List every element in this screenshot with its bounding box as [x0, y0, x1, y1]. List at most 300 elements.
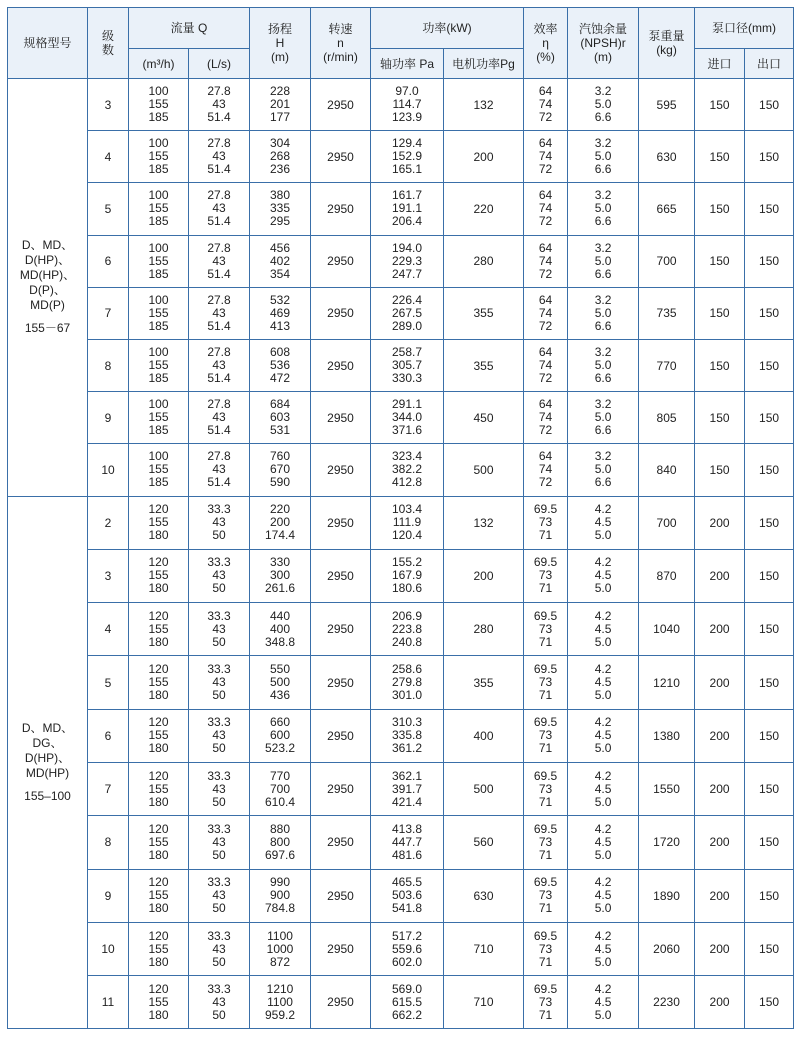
shaft-power-cell	[371, 183, 444, 235]
inlet-cell: 150	[695, 444, 745, 496]
npsh-cell-value: 5.0	[594, 688, 612, 703]
model-gap	[8, 781, 87, 789]
speed-cell: 2950	[311, 922, 371, 975]
flow-m3-cell-value: 155	[148, 568, 169, 583]
npsh-cell-value: 5.0	[594, 201, 612, 216]
flow-m3-cell	[129, 79, 189, 131]
head-cell-value: 700	[270, 781, 291, 796]
motor-power-cell: 132	[444, 496, 524, 549]
head-cell-value: 990	[270, 875, 291, 890]
flow-ls-cell-value: 43	[212, 253, 226, 268]
shaft-power-cell-value: 97.0	[395, 84, 419, 99]
shaft-power-cell-value: 362.1	[392, 768, 423, 783]
npsh-cell-value: 5.0	[594, 149, 612, 164]
npsh-cell-value: 4.2	[594, 555, 612, 570]
flow-m3-cell-value: 185	[148, 162, 169, 177]
flow-m3-cell	[129, 976, 189, 1029]
motor-power-cell: 560	[444, 816, 524, 869]
header-head-title: 扬程	[268, 22, 293, 36]
npsh-cell	[568, 235, 639, 287]
shaft-power-cell	[371, 603, 444, 656]
npsh-cell-value: 6.6	[594, 318, 612, 333]
table-row	[8, 444, 794, 496]
npsh-cell-value: 6.6	[594, 371, 612, 386]
npsh-cell-value: 5.0	[594, 901, 612, 916]
efficiency-cell-value: 71	[538, 528, 553, 543]
efficiency-cell-value: 71	[538, 581, 553, 596]
flow-m3-cell	[129, 816, 189, 869]
flow-ls-cell-value: 51.4	[207, 371, 231, 386]
inlet-cell: 200	[695, 549, 745, 602]
head-cell-value: 959.2	[265, 1007, 296, 1022]
flow-ls-cell-value: 33.3	[207, 981, 231, 996]
shaft-power-cell-value: 662.2	[392, 1007, 423, 1022]
npsh-cell-value: 6.6	[594, 423, 612, 438]
header-head-unit: (m)	[271, 50, 290, 64]
header-eff-unit: (%)	[536, 50, 555, 64]
table-row	[8, 496, 794, 549]
efficiency-cell-value: 64	[538, 136, 553, 151]
npsh-cell-value: 4.2	[594, 875, 612, 890]
flow-ls-cell	[189, 131, 250, 183]
header-weight	[639, 8, 695, 79]
flow-ls-cell-value: 33.3	[207, 608, 231, 623]
npsh-cell-value: 3.2	[594, 397, 612, 412]
head-cell-value: 472	[270, 371, 291, 386]
npsh-cell-value: 5.0	[594, 794, 612, 809]
outlet-cell: 150	[745, 131, 794, 183]
head-cell-value: 354	[270, 266, 291, 281]
model-cell	[8, 496, 88, 1029]
efficiency-cell	[524, 603, 568, 656]
header-head-symbol: H	[275, 36, 285, 50]
efficiency-cell-value: 71	[538, 741, 553, 756]
motor-power-cell: 500	[444, 762, 524, 815]
efficiency-cell-value: 72	[538, 475, 553, 490]
head-cell-value: 760	[270, 449, 291, 464]
flow-m3-cell-value: 100	[148, 292, 169, 307]
shaft-power-cell-value: 413.8	[392, 821, 423, 836]
npsh-cell-value: 3.2	[594, 345, 612, 360]
shaft-power-cell-value: 569.0	[392, 981, 423, 996]
flow-ls-cell-value: 43	[212, 941, 226, 956]
flow-ls-cell	[189, 79, 250, 131]
header-efficiency	[524, 8, 568, 79]
efficiency-cell-value: 74	[538, 149, 553, 164]
shaft-power-cell	[371, 79, 444, 131]
model-line: D(HP)、	[24, 750, 71, 765]
flow-m3-cell-value: 155	[148, 97, 169, 112]
flow-m3-cell-value: 180	[148, 741, 169, 756]
stage-cell: 8	[88, 816, 129, 869]
head-cell-value: 550	[270, 662, 291, 677]
table-row	[8, 287, 794, 339]
head-cell-value: 600	[270, 728, 291, 743]
flow-ls-cell-value: 50	[212, 528, 226, 543]
flow-m3-cell-value: 180	[148, 634, 169, 649]
npsh-cell	[568, 339, 639, 391]
npsh-cell-value: 4.5	[594, 675, 612, 690]
flow-ls-cell	[189, 235, 250, 287]
flow-m3-cell-value: 155	[148, 149, 169, 164]
stage-cell: 9	[88, 869, 129, 922]
flow-m3-cell-value: 155	[148, 675, 169, 690]
shaft-power-cell-value: 240.8	[392, 634, 423, 649]
efficiency-cell	[524, 131, 568, 183]
npsh-cell-value: 5.0	[594, 581, 612, 596]
header-flow: 流量 Q	[129, 8, 250, 49]
efficiency-cell-value: 73	[538, 728, 553, 743]
npsh-cell	[568, 79, 639, 131]
flow-m3-cell-value: 120	[148, 715, 169, 730]
efficiency-cell-value: 71	[538, 688, 553, 703]
npsh-cell-value: 6.6	[594, 110, 612, 125]
outlet-cell: 150	[745, 549, 794, 602]
flow-ls-cell-value: 27.8	[207, 136, 231, 151]
efficiency-cell-value: 74	[538, 201, 553, 216]
flow-ls-cell	[189, 762, 250, 815]
shaft-power-cell-value: 291.1	[392, 397, 423, 412]
flow-m3-cell	[129, 762, 189, 815]
model-line: D、MD、	[21, 238, 74, 253]
npsh-cell	[568, 762, 639, 815]
flow-ls-cell-value: 50	[212, 901, 226, 916]
npsh-cell-value: 4.2	[594, 981, 612, 996]
shaft-power-cell-value: 180.6	[392, 581, 423, 596]
head-cell-value: 536	[270, 358, 291, 373]
efficiency-cell-value: 74	[538, 253, 553, 268]
shaft-power-cell-value: 602.0	[392, 954, 423, 969]
npsh-cell-value: 5.0	[594, 954, 612, 969]
head-cell-value: 200	[270, 515, 291, 530]
npsh-cell-value: 5.0	[594, 847, 612, 862]
shaft-power-cell	[371, 816, 444, 869]
speed-cell: 2950	[311, 603, 371, 656]
flow-m3-cell-value: 120	[148, 821, 169, 836]
flow-m3-cell-value: 100	[148, 345, 169, 360]
stage-cell: 3	[88, 79, 129, 131]
efficiency-cell	[524, 976, 568, 1029]
flow-ls-cell-value: 27.8	[207, 84, 231, 99]
npsh-cell-value: 3.2	[594, 188, 612, 203]
flow-m3-cell-value: 155	[148, 621, 169, 636]
outlet-cell: 150	[745, 762, 794, 815]
shaft-power-cell-value: 129.4	[392, 136, 423, 151]
head-cell-value: 770	[270, 768, 291, 783]
flow-ls-cell-value: 51.4	[207, 266, 231, 281]
model-line: D(HP)、	[24, 253, 71, 268]
efficiency-cell-value: 69.5	[533, 662, 558, 677]
flow-ls-cell-value: 50	[212, 581, 226, 596]
flow-ls-cell-value: 50	[212, 847, 226, 862]
flow-ls-cell	[189, 496, 250, 549]
flow-ls-cell-value: 43	[212, 994, 226, 1009]
efficiency-cell-value: 73	[538, 888, 553, 903]
head-cell-value: 469	[270, 305, 291, 320]
flow-ls-cell	[189, 183, 250, 235]
head-cell-value: 603	[270, 410, 291, 425]
shaft-power-cell-value: 258.6	[392, 662, 423, 677]
head-cell-value: 456	[270, 240, 291, 255]
motor-power-cell: 280	[444, 603, 524, 656]
stage-cell: 2	[88, 496, 129, 549]
weight-cell: 2230	[639, 976, 695, 1029]
header-model: 规格型号	[8, 8, 88, 79]
shaft-power-cell-value: 503.6	[392, 888, 423, 903]
weight-cell: 1380	[639, 709, 695, 762]
table-body	[8, 79, 794, 1029]
flow-ls-cell	[189, 656, 250, 709]
efficiency-cell-value: 73	[538, 515, 553, 530]
weight-cell: 805	[639, 392, 695, 444]
efficiency-cell	[524, 339, 568, 391]
stage-cell: 6	[88, 235, 129, 287]
inlet-cell: 200	[695, 762, 745, 815]
head-cell-value: 610.4	[265, 794, 296, 809]
speed-cell: 2950	[311, 287, 371, 339]
flow-m3-cell	[129, 339, 189, 391]
table-row	[8, 603, 794, 656]
head-cell-value: 335	[270, 201, 291, 216]
table-row	[8, 183, 794, 235]
header-stages	[88, 8, 129, 79]
npsh-cell-value: 6.6	[594, 162, 612, 177]
shaft-power-cell-value: 517.2	[392, 928, 423, 943]
header-eff-title: 效率	[533, 22, 558, 36]
header-shaft-power: 轴功率 Pa	[371, 49, 444, 79]
shaft-power-cell-value: 361.2	[392, 741, 423, 756]
speed-cell: 2950	[311, 656, 371, 709]
npsh-cell	[568, 549, 639, 602]
weight-cell: 870	[639, 549, 695, 602]
stage-cell: 4	[88, 603, 129, 656]
npsh-cell-value: 4.2	[594, 821, 612, 836]
npsh-cell-value: 5.0	[594, 97, 612, 112]
head-cell-value: 784.8	[265, 901, 296, 916]
flow-m3-cell-value: 180	[148, 847, 169, 862]
shaft-power-cell	[371, 869, 444, 922]
efficiency-cell	[524, 549, 568, 602]
flow-ls-cell-value: 33.3	[207, 928, 231, 943]
shaft-power-cell	[371, 444, 444, 496]
shaft-power-cell-value: 114.7	[392, 97, 422, 112]
shaft-power-cell-value: 412.8	[392, 475, 423, 490]
shaft-power-cell	[371, 922, 444, 975]
motor-power-cell: 500	[444, 444, 524, 496]
npsh-cell	[568, 183, 639, 235]
flow-ls-cell	[189, 339, 250, 391]
stage-cell: 5	[88, 656, 129, 709]
flow-m3-cell-value: 155	[148, 515, 169, 530]
inlet-cell: 200	[695, 709, 745, 762]
efficiency-cell-value: 74	[538, 410, 553, 425]
head-cell-value: 800	[270, 834, 291, 849]
inlet-cell: 150	[695, 392, 745, 444]
head-cell-value: 684	[270, 397, 291, 412]
flow-ls-cell-value: 27.8	[207, 188, 231, 203]
efficiency-cell-value: 69.5	[533, 608, 558, 623]
flow-ls-cell-value: 27.8	[207, 345, 231, 360]
head-cell	[250, 656, 311, 709]
header-speed	[311, 8, 371, 79]
efficiency-cell	[524, 816, 568, 869]
head-cell	[250, 183, 311, 235]
shaft-power-cell-value: 301.0	[392, 688, 423, 703]
weight-cell: 1550	[639, 762, 695, 815]
npsh-cell-value: 5.0	[594, 253, 612, 268]
shaft-power-cell-value: 223.8	[392, 621, 423, 636]
outlet-cell: 150	[745, 976, 794, 1029]
header-outlet: 出口	[745, 49, 794, 79]
head-cell	[250, 922, 311, 975]
flow-ls-cell	[189, 603, 250, 656]
table-header	[8, 8, 794, 79]
flow-ls-cell	[189, 869, 250, 922]
weight-cell: 735	[639, 287, 695, 339]
header-head	[250, 8, 311, 79]
flow-m3-cell-value: 185	[148, 371, 169, 386]
flow-m3-cell-value: 155	[148, 781, 169, 796]
flow-m3-cell-value: 155	[148, 253, 169, 268]
model-gap	[8, 313, 87, 321]
efficiency-cell-value: 64	[538, 84, 553, 99]
npsh-cell-value: 3.2	[594, 136, 612, 151]
head-cell-value: 330	[270, 555, 291, 570]
speed-cell: 2950	[311, 235, 371, 287]
outlet-cell: 150	[745, 235, 794, 287]
npsh-cell-value: 4.2	[594, 502, 612, 517]
header-flow-m3: (m³/h)	[129, 49, 189, 79]
shaft-power-cell	[371, 496, 444, 549]
outlet-cell: 150	[745, 496, 794, 549]
npsh-cell-value: 3.2	[594, 240, 612, 255]
head-cell-value: 670	[270, 462, 291, 477]
flow-ls-cell-value: 50	[212, 1007, 226, 1022]
table-row	[8, 131, 794, 183]
head-cell-value: 436	[270, 688, 291, 703]
flow-m3-cell-value: 155	[148, 410, 169, 425]
head-cell-value: 1210	[266, 981, 294, 996]
motor-power-cell: 710	[444, 976, 524, 1029]
table-row	[8, 762, 794, 815]
flow-m3-cell-value: 180	[148, 1007, 169, 1022]
npsh-cell-value: 4.2	[594, 715, 612, 730]
flow-ls-cell-value: 43	[212, 97, 226, 112]
shaft-power-cell	[371, 656, 444, 709]
pump-spec-table	[7, 7, 794, 1029]
head-cell-value: 400	[270, 621, 291, 636]
shaft-power-cell-value: 229.3	[392, 253, 423, 268]
flow-ls-cell-value: 33.3	[207, 715, 231, 730]
model-line: MD(HP)	[25, 765, 70, 780]
head-cell	[250, 603, 311, 656]
table-row	[8, 869, 794, 922]
speed-cell: 2950	[311, 339, 371, 391]
head-cell-value: 872	[270, 954, 291, 969]
outlet-cell: 150	[745, 709, 794, 762]
flow-m3-cell-value: 100	[148, 397, 169, 412]
head-cell-value: 900	[270, 888, 291, 903]
flow-ls-cell	[189, 922, 250, 975]
shaft-power-cell-value: 289.0	[392, 318, 423, 333]
flow-m3-cell-value: 120	[148, 928, 169, 943]
npsh-cell-value: 5.0	[594, 305, 612, 320]
efficiency-cell-value: 69.5	[533, 502, 558, 517]
motor-power-cell: 400	[444, 709, 524, 762]
outlet-cell: 150	[745, 816, 794, 869]
speed-cell: 2950	[311, 709, 371, 762]
outlet-cell: 150	[745, 922, 794, 975]
model-line: MD(HP)、	[19, 268, 76, 283]
shaft-power-cell-value: 206.4	[392, 214, 423, 229]
head-cell-value: 531	[270, 423, 291, 438]
motor-power-cell: 200	[444, 549, 524, 602]
weight-cell: 665	[639, 183, 695, 235]
npsh-cell	[568, 816, 639, 869]
header-inlet: 进口	[695, 49, 745, 79]
efficiency-cell-value: 72	[538, 110, 553, 125]
shaft-power-cell	[371, 131, 444, 183]
stage-cell: 11	[88, 976, 129, 1029]
motor-power-cell: 355	[444, 656, 524, 709]
flow-m3-cell-value: 120	[148, 768, 169, 783]
inlet-cell: 200	[695, 656, 745, 709]
weight-cell: 595	[639, 79, 695, 131]
efficiency-cell-value: 74	[538, 97, 553, 112]
efficiency-cell-value: 73	[538, 941, 553, 956]
flow-m3-cell-value: 120	[148, 875, 169, 890]
npsh-cell	[568, 392, 639, 444]
table-row	[8, 235, 794, 287]
stage-cell: 6	[88, 709, 129, 762]
motor-power-cell: 450	[444, 392, 524, 444]
table-row	[8, 922, 794, 975]
npsh-cell	[568, 869, 639, 922]
flow-m3-cell-value: 120	[148, 662, 169, 677]
npsh-cell-value: 3.2	[594, 449, 612, 464]
shaft-power-cell	[371, 287, 444, 339]
shaft-power-cell-value: 111.9	[392, 515, 422, 530]
head-cell	[250, 444, 311, 496]
motor-power-cell: 220	[444, 183, 524, 235]
shaft-power-cell-value: 165.1	[392, 162, 423, 177]
outlet-cell: 150	[745, 444, 794, 496]
npsh-cell-value: 5.0	[594, 528, 612, 543]
flow-m3-cell-value: 100	[148, 240, 169, 255]
header-motor-power: 电机功率Pg	[444, 49, 524, 79]
efficiency-cell-value: 69.5	[533, 821, 558, 836]
flow-ls-cell-value: 43	[212, 149, 226, 164]
flow-m3-cell	[129, 287, 189, 339]
flow-ls-cell-value: 50	[212, 741, 226, 756]
efficiency-cell-value: 71	[538, 634, 553, 649]
flow-m3-cell-value: 185	[148, 423, 169, 438]
npsh-cell-value: 4.5	[594, 621, 612, 636]
flow-ls-cell-value: 43	[212, 305, 226, 320]
efficiency-cell-value: 71	[538, 954, 553, 969]
flow-ls-cell-value: 43	[212, 781, 226, 796]
flow-m3-cell-value: 180	[148, 528, 169, 543]
efficiency-cell-value: 71	[538, 901, 553, 916]
stage-cell: 9	[88, 392, 129, 444]
motor-power-cell: 630	[444, 869, 524, 922]
flow-ls-cell-value: 51.4	[207, 214, 231, 229]
head-cell	[250, 762, 311, 815]
npsh-cell-value: 4.5	[594, 888, 612, 903]
npsh-cell-value: 4.5	[594, 728, 612, 743]
flow-m3-cell	[129, 444, 189, 496]
npsh-cell-value: 3.2	[594, 292, 612, 307]
